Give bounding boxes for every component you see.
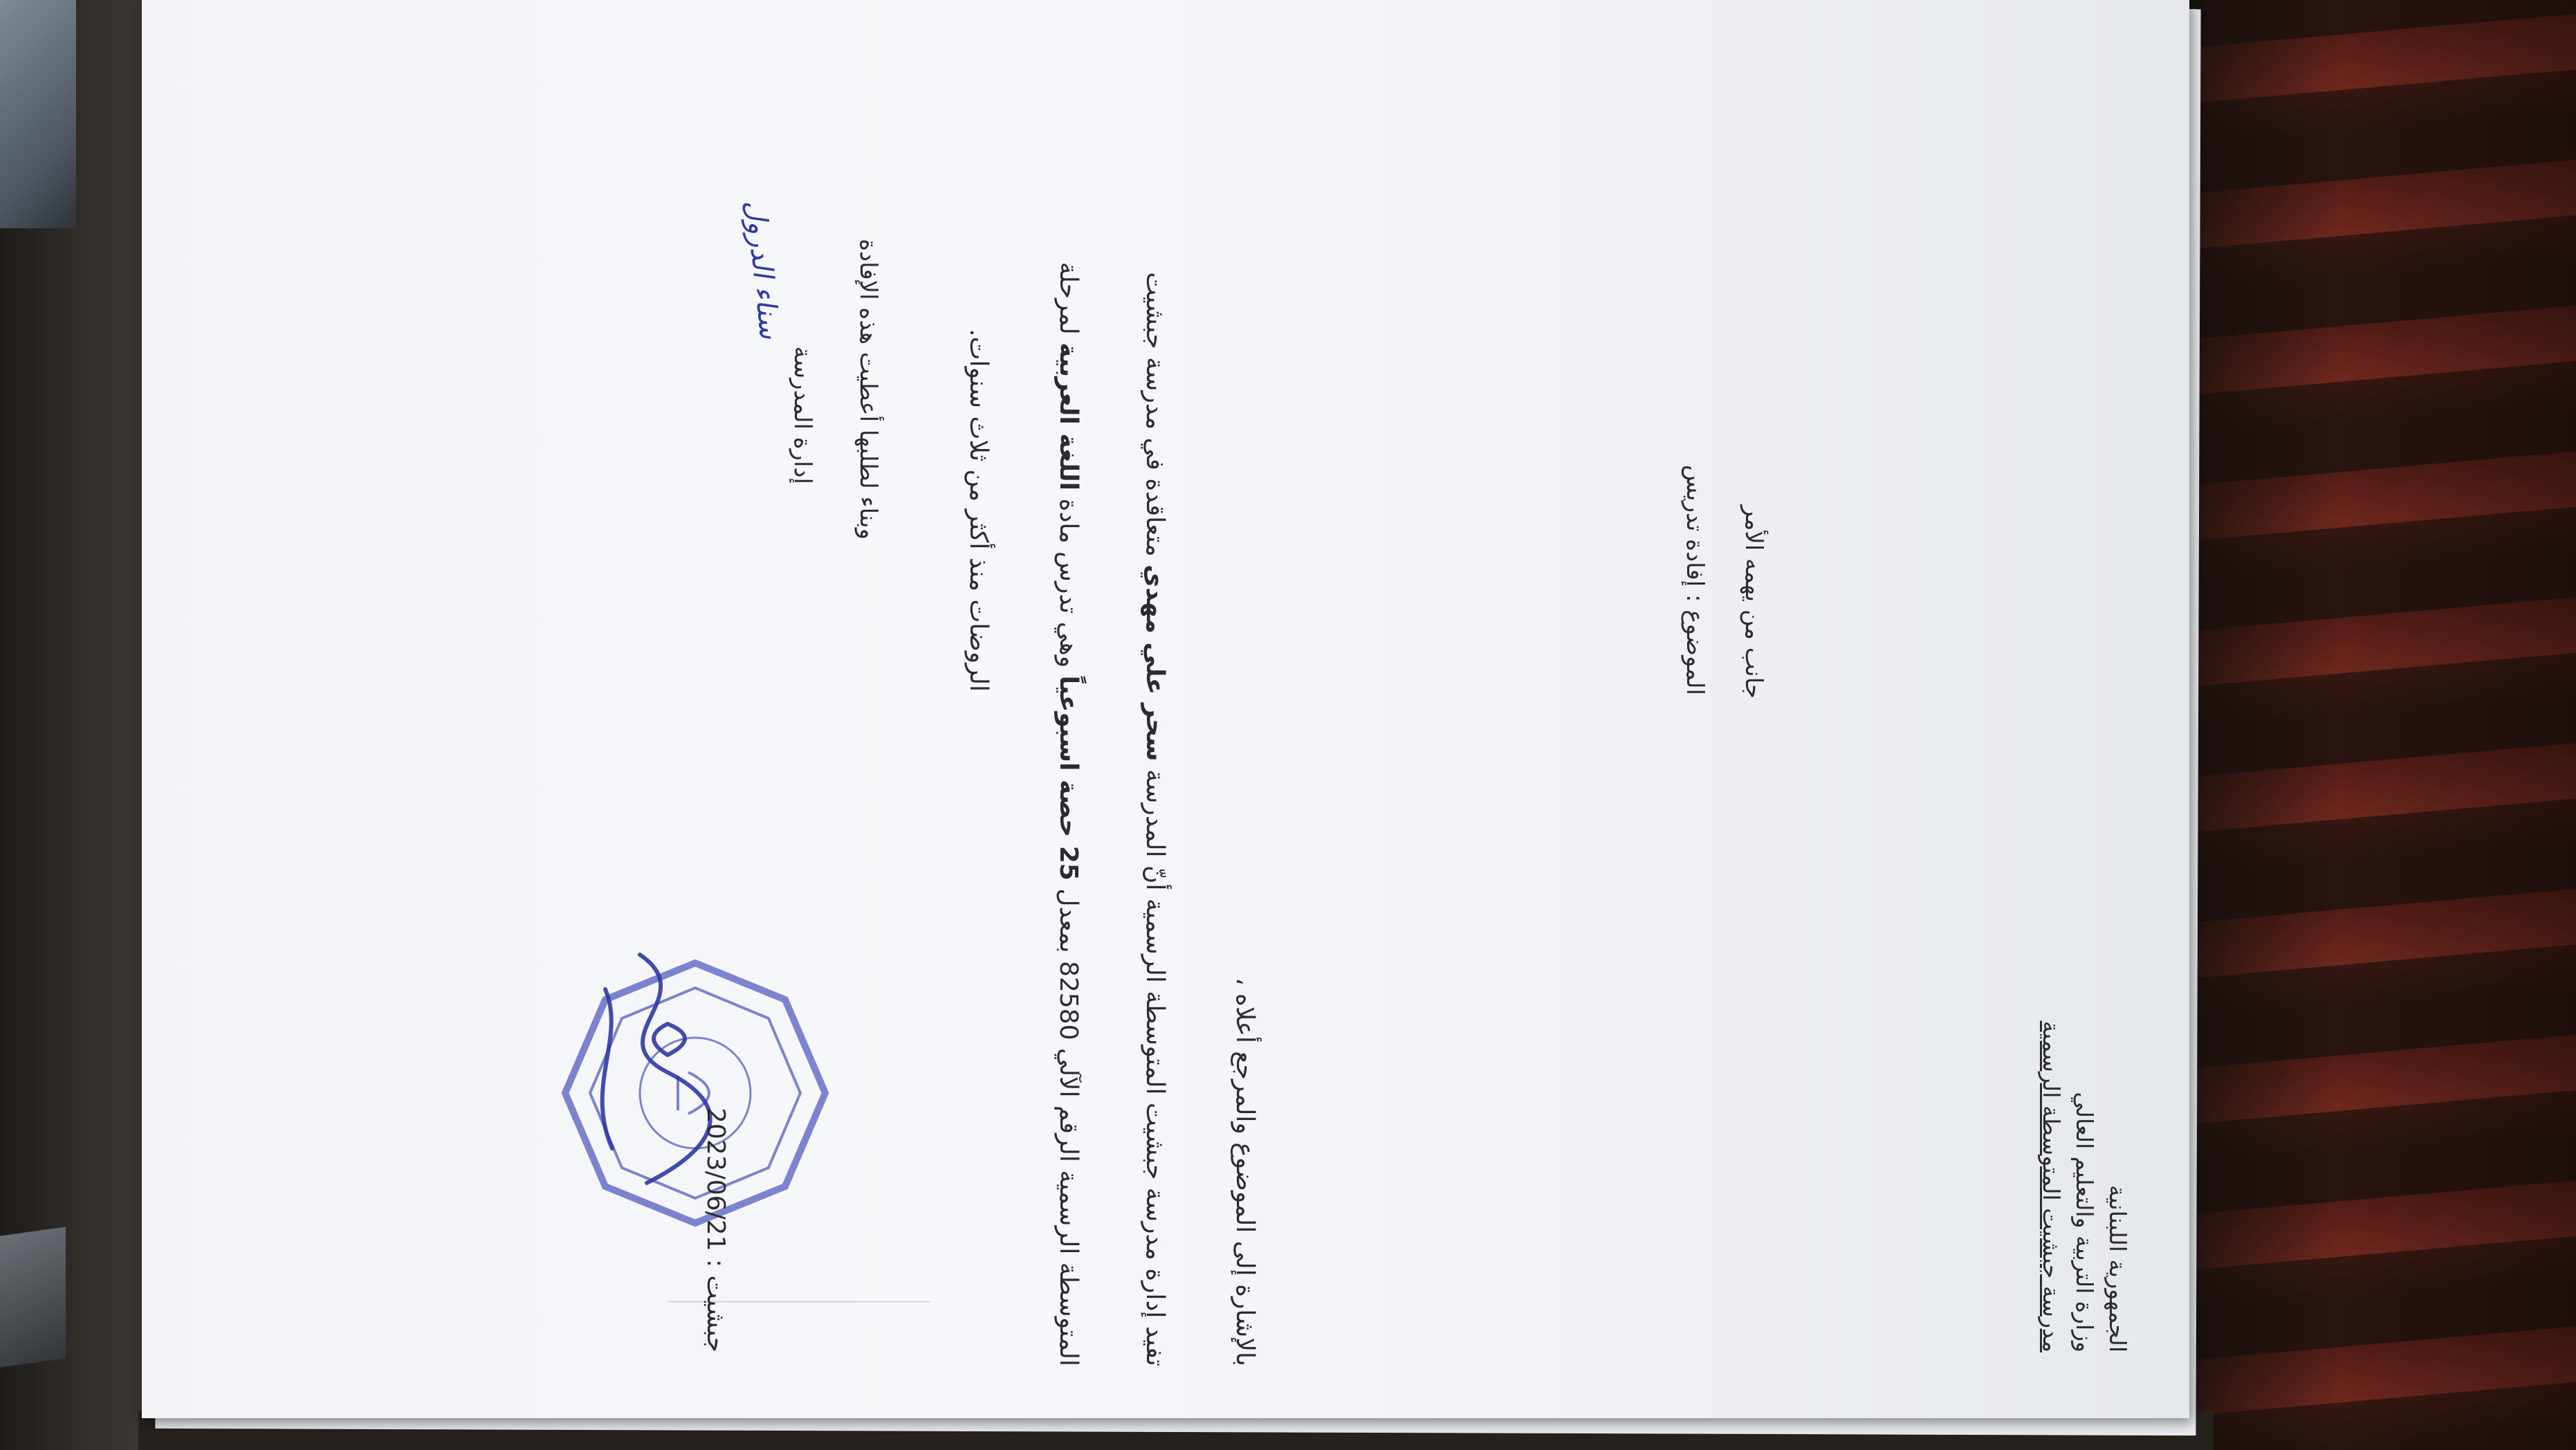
body-line-1: بالإشارة إلى الموضوع والمرجع أعلاه ، <box>1231 977 1259 1366</box>
letterhead-ministry: وزارة التربية والتعليم العالي <box>2071 1092 2098 1352</box>
signature-name: سناء الدرول <box>739 198 786 340</box>
letterhead-school: مدرسة جبشيت المتوسطة الرسمية <box>2038 1020 2065 1352</box>
body-line-3-part1: المتوسطة الرسمية الرقم الآلي 82580 بمعدل <box>1054 888 1083 1366</box>
teacher-name: سحر علي مهدي <box>1141 565 1169 762</box>
body-line-4: الروضات منذ أكثر من ثلاث سنوات. <box>964 329 993 692</box>
body-line-3 <box>1054 262 1083 1366</box>
paper-fold-line <box>668 1301 930 1303</box>
letter-content <box>142 0 2189 1418</box>
subject-line: الموضوع : إفادة تدريس <box>1681 464 1709 695</box>
signature-stroke <box>602 955 710 1183</box>
background-object <box>0 0 76 228</box>
letterhead-country: الجمهورية اللبنانية <box>2104 1184 2131 1352</box>
date-text: جبشيت : 2023/06/21 <box>701 1108 730 1352</box>
body-line-2 <box>1141 272 1169 1366</box>
body-line-2-part1: تفيد إدارة مدرسة جبشيت المتوسطة الرسمية أنّ المدرسة <box>1141 769 1169 1366</box>
weekly-hours: 25 حصة اسبوعياً <box>1054 675 1083 881</box>
recipient: جانب من يهمه الأمر <box>1740 505 1767 699</box>
chair-shadow <box>2179 0 2576 1450</box>
closing-line: وبناء لطلبها أعطيت هذه الإفادة <box>854 239 882 540</box>
letterhead <box>2034 1021 2134 1352</box>
body-line-2-part2: متعاقدة في مدرسة جبشيت <box>1141 272 1169 557</box>
body-line-3-part3: لمرحلة <box>1054 261 1083 335</box>
date-line <box>701 1108 730 1352</box>
body-line-3-part2: وهي تدرس مادة <box>1054 498 1083 668</box>
background-object-metal <box>0 1227 66 1367</box>
signature-title: إدارة المدرسة <box>789 346 816 484</box>
subject-taught: اللغة العربية <box>1054 342 1083 490</box>
